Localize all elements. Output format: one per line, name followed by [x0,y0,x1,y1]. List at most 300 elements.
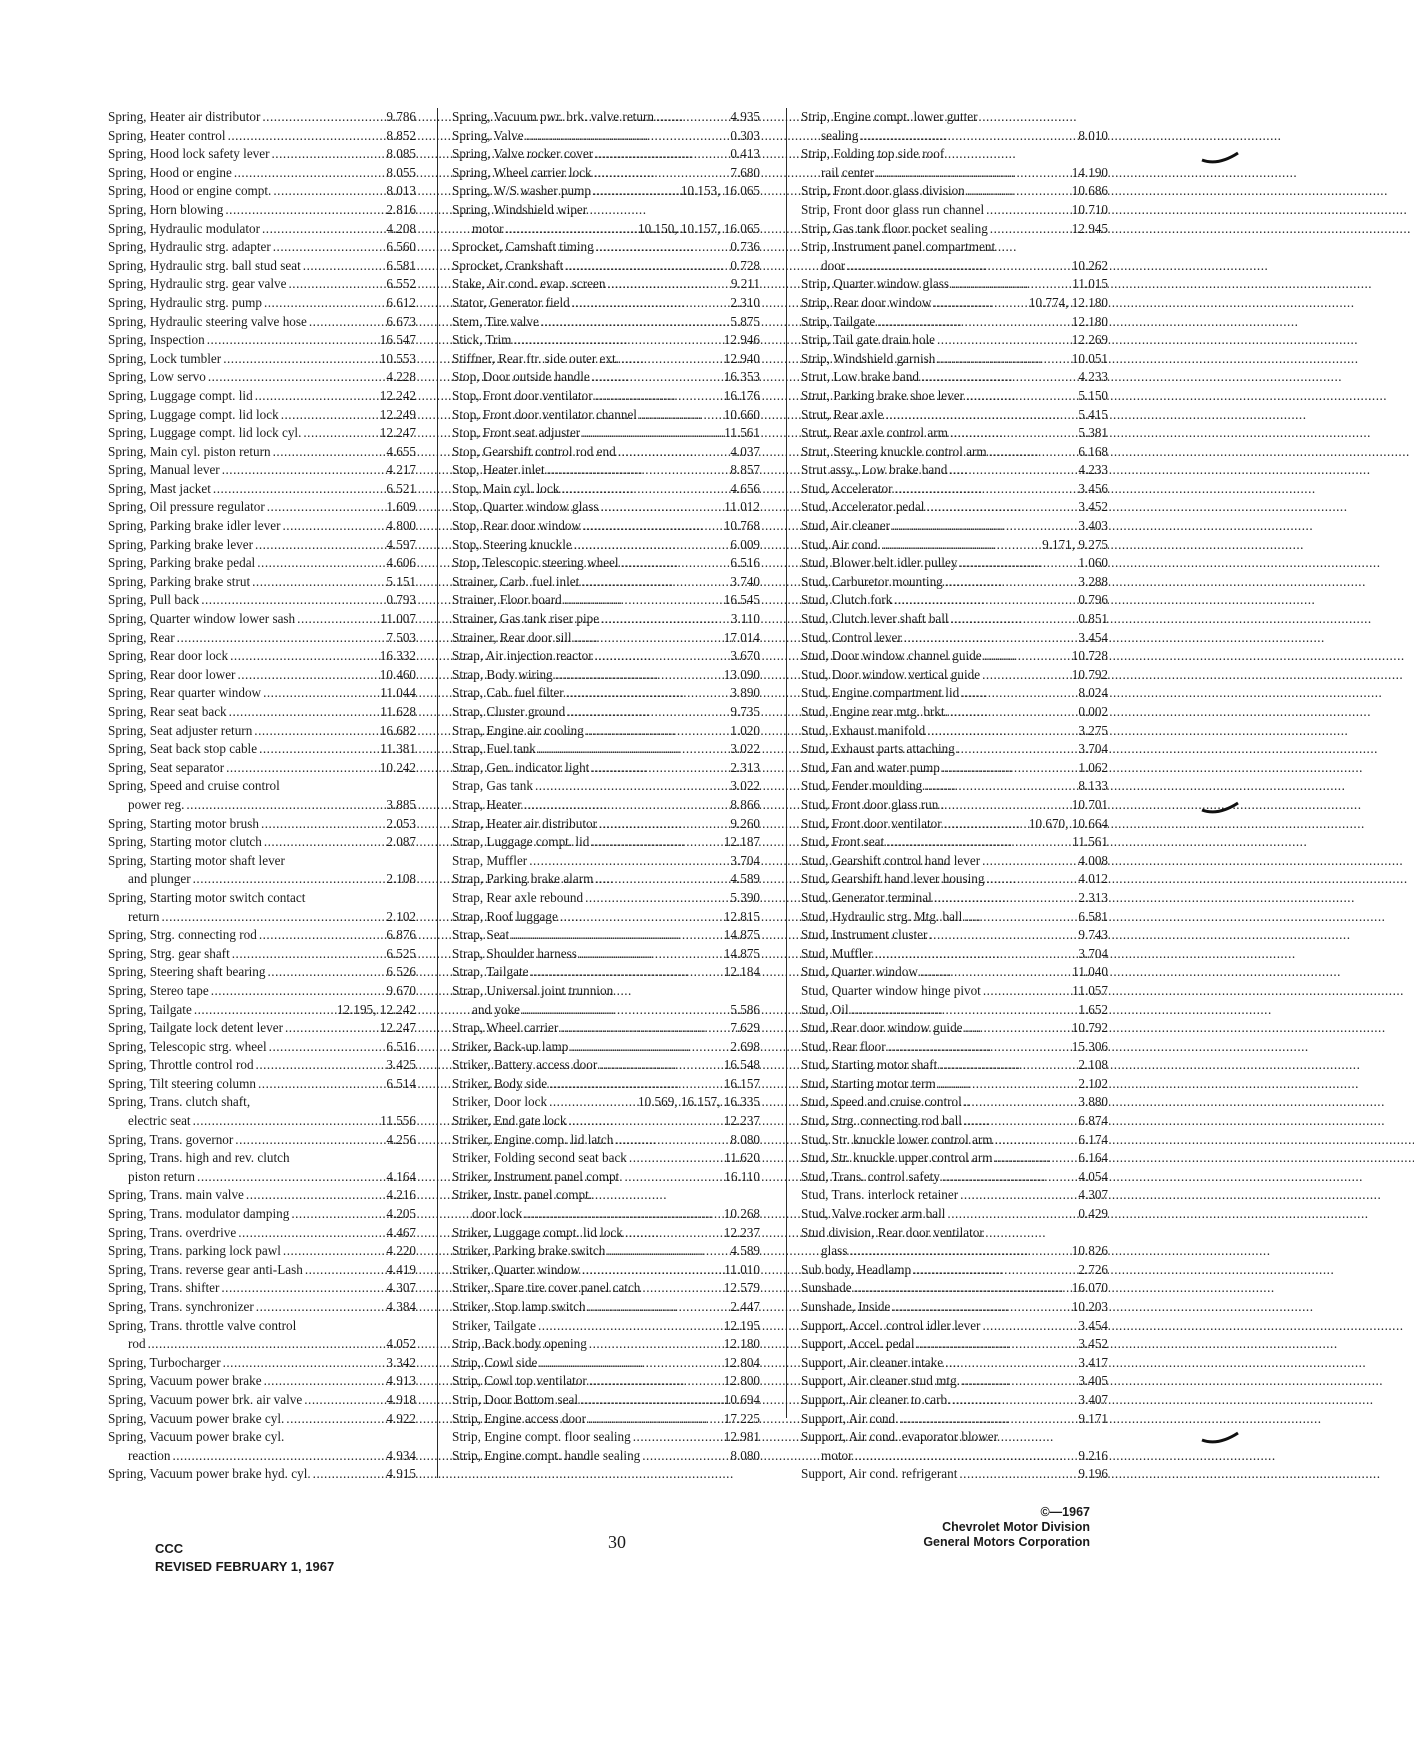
entry-reference: 4.216 [386,1187,416,1203]
entry-reference: 9.196 [1078,1466,1108,1482]
entry-reference: 4.052 [386,1336,416,1352]
entry-reference: 4.054 [1078,1168,1108,1184]
entry-label: Strip, Folding top side roof [801,146,945,162]
dot-leader [961,684,1076,703]
entry-reference: 11.381 [380,741,416,757]
entry-reference: 4.589 [730,871,760,887]
dot-leader [583,517,722,536]
dot-leader [964,1093,1077,1112]
entry-reference: 2.816 [386,201,416,217]
entry-label: Striker, Engine comp. lid latch [452,1131,614,1147]
entry-label: Strap, Body wiring [452,666,553,682]
dot-leader [283,1242,384,1261]
entry-label: Support, Air cond. evaporator blower [801,1429,999,1445]
entry-label: Strip, Cowl top ventilator [452,1373,587,1389]
entry-reference: 10.728 [1071,648,1108,664]
corporation-name: General Motors Corporation [923,1535,1090,1549]
entry-reference: 11.620 [724,1150,760,1166]
index-entry [801,740,1108,759]
index-entry [801,127,1108,146]
index-entry [108,1205,416,1224]
index-entry [452,368,760,387]
dot-leader [588,1410,722,1429]
index-entry [108,275,416,294]
entry-reference: 12.981 [723,1429,760,1445]
entry-label: Strainer, Rear door sill [452,629,572,645]
index-entry [801,1186,1108,1205]
entry-label: Strainer, Floor board [452,592,562,608]
dot-leader [892,517,1076,536]
entry-reference: 14.875 [723,945,760,961]
entry-label: sealing [821,127,859,143]
entry-reference: 12.195 [723,1317,760,1333]
entry-label: Striker, Back-up lamp [452,1038,569,1054]
dot-leader [885,406,1076,425]
index-entry [108,1186,416,1205]
entry-reference: 3.740 [730,573,760,589]
entry-reference: 3.288 [1078,573,1108,589]
index-entry [801,108,1108,127]
entry-reference: 3.454 [1078,1317,1108,1333]
index-entry [452,1261,760,1280]
entry-label: Striker, Stop lamp switch [452,1299,586,1314]
entry-reference: 0.303 [730,127,760,143]
index-entry [801,759,1108,778]
entry-reference: 9.216 [1078,1447,1108,1463]
entry-label: Spring, Rear door lower [108,666,236,682]
entry-reference: 14.875 [723,927,760,943]
dot-leader [574,536,729,555]
entry-label: Spring, W/S washer pump [452,183,591,199]
index-entry [801,833,1108,852]
entry-reference: 10.701 [1071,796,1108,812]
index-entry [801,1298,1108,1317]
index-entry [801,722,1108,741]
entry-label: Striker, Body side [452,1075,548,1091]
dot-leader [566,684,729,703]
entry-reference: 3.880 [1078,1094,1108,1110]
entry-label: Spring, Horn blowing [108,201,224,217]
index-entry [801,1447,1108,1466]
index-entry [801,164,1108,183]
entry-reference: 4.164 [386,1168,416,1184]
entry-label: Spring, Luggage compt. lid lock [108,406,279,422]
division-name: Chevrolet Motor Division [942,1520,1090,1534]
entry-reference: 4.913 [386,1373,416,1389]
entry-label: Strut, Steering knuckle control arm [801,443,987,459]
entry-reference: 5.151 [386,573,416,589]
entry-label: Strap, Air injection reactor [452,648,593,664]
dot-leader [875,945,1077,964]
index-entry [452,275,760,294]
index-entry [108,220,416,239]
dot-leader [586,722,728,741]
index-column-3 [801,108,1108,1484]
entry-label: Spring, Vacuum power brake cyl. [108,1410,285,1426]
entry-label: Strap, Gas tank [452,778,533,794]
dot-leader [303,424,377,443]
dot-leader [615,1131,728,1150]
dot-leader [281,406,378,425]
index-entry [801,1335,1108,1354]
dot-leader [855,1447,1077,1466]
index-column-2 [452,108,760,1465]
dot-leader [228,127,385,146]
dot-leader [621,554,729,573]
entry-label: Stop, Front door ventilator channel [452,406,637,422]
entry-reference: 9.786 [386,109,416,124]
entry-reference: 6.516 [730,555,760,571]
entry-label: motor [472,220,504,236]
dot-leader [197,1168,384,1187]
entry-reference: 4.655 [386,443,416,459]
entry-reference: 6.164 [1078,1150,1108,1166]
entry-label: Spring, Rear door lock [108,648,229,664]
entry-label: Spring, Wheel carrier lock [452,164,592,180]
entry-label: Stud, Door window vertical guide [801,666,981,682]
entry-label: Spring, Strg. connecting rod [108,927,257,943]
dot-leader [229,703,379,722]
index-entry [108,573,416,592]
entry-label: Strap, Cluster ground [452,704,566,719]
index-entry [452,536,760,555]
index-entry [452,1224,760,1243]
entry-label: Stud, Str. knuckle lower control arm [801,1131,993,1147]
dot-leader [574,629,722,648]
entry-label: Strap, Heater [452,796,522,812]
dot-leader [987,870,1077,889]
index-entry [108,108,416,127]
dot-leader [506,220,637,239]
entry-reference: 10.826 [1071,1243,1108,1259]
entry-label: Strut, Parking brake shoe lever [801,387,964,403]
entry-label: Strut assy., Low brake band [801,462,948,478]
entry-reference: 3.704 [1078,741,1108,757]
index-entry [108,517,416,536]
index-entry [452,1317,760,1336]
dot-leader [273,443,385,462]
dot-leader [959,554,1076,573]
dot-leader [950,703,1076,722]
entry-label: Spring, Trans. clutch shaft, [108,1094,251,1110]
entry-reference: 10.670, 10.664 [1028,815,1108,831]
dot-leader [876,164,1070,183]
entry-label: Stud, Accelerator pedal [801,499,925,515]
entry-label: Stop, Telescopic steering wheel [452,555,619,571]
entry-label: Stop, Gearshift control rod end [452,443,616,459]
entry-reference: 12.579 [723,1280,760,1296]
index-entry [452,257,760,276]
dot-leader [535,777,728,796]
dot-leader [252,573,384,592]
index-entry [452,1149,760,1168]
index-entry [452,1093,760,1112]
entry-reference: 12.269 [1071,332,1108,348]
entry-label: Striker, Parking brake switch [452,1243,606,1259]
index-entry [108,1224,416,1243]
index-entry [452,313,760,332]
entry-reference: 0.429 [1078,1206,1108,1222]
index-entry [108,629,416,648]
entry-reference: 10.768 [723,518,760,534]
entry-reference: 6.526 [386,964,416,980]
dot-leader [256,1298,385,1317]
index-entry [801,684,1108,703]
index-entry [452,1447,760,1466]
entry-label: Strap, Parking brake alarm [452,871,594,887]
index-entry [108,1075,416,1094]
dot-leader [255,536,384,555]
entry-reference: 0.851 [1078,611,1108,627]
entry-label: piston return [128,1168,196,1184]
index-entry [801,1261,1108,1280]
dot-leader [258,1075,384,1094]
dot-leader [849,1242,1069,1261]
dot-leader [599,1056,722,1075]
entry-label: Strip, Rear door window [801,294,932,310]
dot-leader [934,889,1077,908]
index-entry [452,945,760,964]
dot-leader [530,963,721,982]
entry-label: motor [821,1447,853,1463]
entry-label: Spring, Hood or engine [108,164,232,180]
index-entry [108,387,416,406]
dot-leader [951,275,1070,294]
entry-label: Strut, Rear axle control arm [801,425,948,441]
entry-reference: 8.080 [730,1447,760,1463]
entry-label: Strip, Front door glass division [801,183,965,199]
dot-leader [592,368,722,387]
entry-label: Spring, Hydraulic modulator [108,220,260,236]
entry-reference: 1.609 [386,499,416,515]
index-entry [452,647,760,666]
entry-reference: 11.007 [380,611,416,627]
index-entry [452,1335,760,1354]
index-entry [801,1149,1108,1168]
dot-leader [982,666,1070,685]
dot-leader [900,1410,1076,1429]
index-entry [108,647,416,666]
index-entry [108,852,416,871]
entry-label: Spring, Luggage compt. lid lock cyl. [108,425,302,441]
entry-label: Spring, Pull back [108,592,200,608]
entry-label: Stud, Gearshift hand lever housing [801,871,985,887]
entry-reference: 4.256 [386,1131,416,1147]
entry-label: Spring, Trans. modulator damping [108,1206,290,1222]
dot-leader [186,796,384,815]
index-entry [452,889,760,908]
index-entry [452,591,760,610]
entry-reference: 12.945 [1071,220,1108,236]
entry-reference: 10.153, 16.065 [680,183,760,199]
index-entry [801,1075,1108,1094]
dot-leader [572,294,729,313]
revision-date: REVISED FEBRUARY 1, 1967 [155,1559,335,1574]
entry-label: Spring, Starting motor shaft lever [108,852,285,868]
entry-label: Spring, Hydraulic strg. gear valve [108,276,287,292]
dot-leader [984,647,1070,666]
dot-leader [283,517,385,536]
entry-reference: 12.187 [723,834,760,850]
dot-leader [967,182,1070,201]
entry-label: Stud, Engine rear mtg. brkt. [801,704,948,719]
entry-reference: 6.581 [1078,908,1108,924]
dot-leader [304,1391,384,1410]
entry-reference: 4.419 [386,1261,416,1277]
index-entry [801,461,1108,480]
index-entry [801,963,1108,982]
dot-leader [291,1205,384,1224]
index-entry [108,1038,416,1057]
entry-reference: 3.022 [730,778,760,794]
index-entry [108,1001,416,1020]
entry-reference: 3.454 [1078,629,1108,645]
entry-label: Spring, Tailgate lock detent lever [108,1020,283,1036]
entry-reference: 10.686 [1071,183,1108,199]
dot-leader [983,982,1070,1001]
entry-reference: 10.660 [723,406,760,422]
entry-reference: 12.195, 12.242 [336,1001,416,1017]
entry-reference: 8.080 [730,1131,760,1147]
entry-label: Strip, Tail gate drain hole [801,332,935,348]
entry-reference: 12.800 [723,1373,760,1389]
index-entry [452,610,760,629]
entry-reference: 12.180 [723,1336,760,1352]
entry-reference: 2.310 [730,294,760,310]
index-entry [452,1131,760,1150]
dot-leader [951,610,1077,629]
index-entry [108,1372,416,1391]
index-entry [452,1001,760,1020]
dot-leader [595,145,728,164]
dot-leader [595,870,728,889]
entry-reference: 4.918 [386,1391,416,1407]
entry-reference: 12.184 [723,964,760,980]
entry-reference: 5.875 [730,313,760,329]
entry-label: Stud, Hydraulic strg. Mtg. ball [801,908,963,924]
dot-leader [904,629,1077,648]
index-entry [452,164,760,183]
dot-leader [259,740,378,759]
index-entry [108,908,416,927]
dot-leader [596,238,729,257]
entry-reference: 3.407 [1078,1391,1108,1407]
entry-label: Spring, Starting motor clutch [108,834,262,850]
entry-reference: 12.247 [379,425,416,441]
entry-label: Spring, Speed and cruise control [108,778,280,794]
index-entry [452,387,760,406]
dot-leader [511,926,722,945]
dot-leader [309,313,384,332]
dot-leader [580,1391,722,1410]
entry-label: Stiffner, Rear ftr. side outer ext. [452,350,619,366]
dot-leader [854,1279,1070,1298]
entry-label: glass [821,1243,848,1259]
dot-leader [621,350,722,369]
entry-reference: 3.403 [1078,518,1108,534]
index-entry [801,796,1108,815]
dot-leader [560,908,722,927]
index-entry [801,145,1108,164]
index-entry [452,1242,760,1261]
dot-leader [942,759,1077,778]
index-entry [108,406,416,425]
entry-label: Strainer, Gas tank riser pipe [452,611,600,627]
dot-leader [297,610,378,629]
dot-leader [524,796,729,815]
entry-label: Spring, Vacuum power brake hyd. cyl. [108,1466,311,1482]
entry-label: Spring, Trans. main valve [108,1187,244,1203]
dot-leader [959,1465,1076,1484]
dot-leader [211,982,385,1001]
entry-label: Stud, Exhaust manifold [801,722,926,738]
entry-label: Spring, Starting motor switch contact [108,889,306,905]
dot-leader [213,480,384,499]
entry-reference: 5.381 [1078,425,1108,441]
dot-leader [595,387,722,406]
dot-leader [593,182,679,201]
entry-label: Strip, Engine compt. lower gutter [801,109,978,124]
copyright-year: ©—1967 [1040,1505,1090,1519]
dot-leader [618,443,729,462]
dot-leader [264,1372,385,1391]
entry-label: Spring, Rear seat back [108,704,227,719]
entry-reference: 11.012 [724,499,760,515]
entry-label: Strip, Engine access door [452,1410,587,1426]
entry-label: Spring, Windshield wiper [452,201,588,217]
index-entry [801,777,1108,796]
index-entry [801,1112,1108,1131]
entry-reference: 6.516 [386,1038,416,1054]
entry-label: Stop, Rear door window [452,518,581,534]
entry-reference: 6.174 [1078,1131,1108,1147]
entry-label: Spring, Low servo [108,369,206,385]
index-entry [801,1224,1108,1243]
dot-leader [581,573,728,592]
entry-label: Stem, Tire valve [452,313,539,329]
entry-label: Strap, Shoulder harness [452,945,577,961]
index-entry [452,350,760,369]
entry-label: Sub body, Headlamp [801,1261,912,1277]
entry-label: Stake, Air cond. evap. screen [452,276,606,292]
index-entry [108,1410,416,1429]
dot-leader [567,703,728,722]
entry-reference: 12.946 [723,332,760,348]
dot-leader [561,480,728,499]
index-entry [801,554,1108,573]
entry-reference: 4.233 [1078,369,1108,385]
entry-label: Stud, Clutch fork [801,592,893,608]
entry-reference: 4.589 [730,1243,760,1259]
entry-label: Spring, Seat separator [108,759,225,775]
index-entry [452,703,760,722]
entry-label: Spring, Valve [452,127,524,143]
index-entry [801,331,1108,350]
entry-label: door [821,257,846,273]
entry-label: Spring, Turbocharger [108,1354,221,1370]
dot-leader [259,926,384,945]
entry-label: Stud, Starting motor shaft [801,1057,938,1073]
dot-leader [607,1242,728,1261]
dot-leader [942,1168,1076,1187]
revision-note [155,1540,334,1576]
dot-leader [269,1038,385,1057]
entry-label: Spring, Hood or engine compt. [108,183,272,199]
entry-label: Striker, Quarter window [452,1261,581,1277]
entry-reference: 4.935 [730,109,760,124]
dot-leader [629,1149,722,1168]
dot-leader [920,963,1070,982]
